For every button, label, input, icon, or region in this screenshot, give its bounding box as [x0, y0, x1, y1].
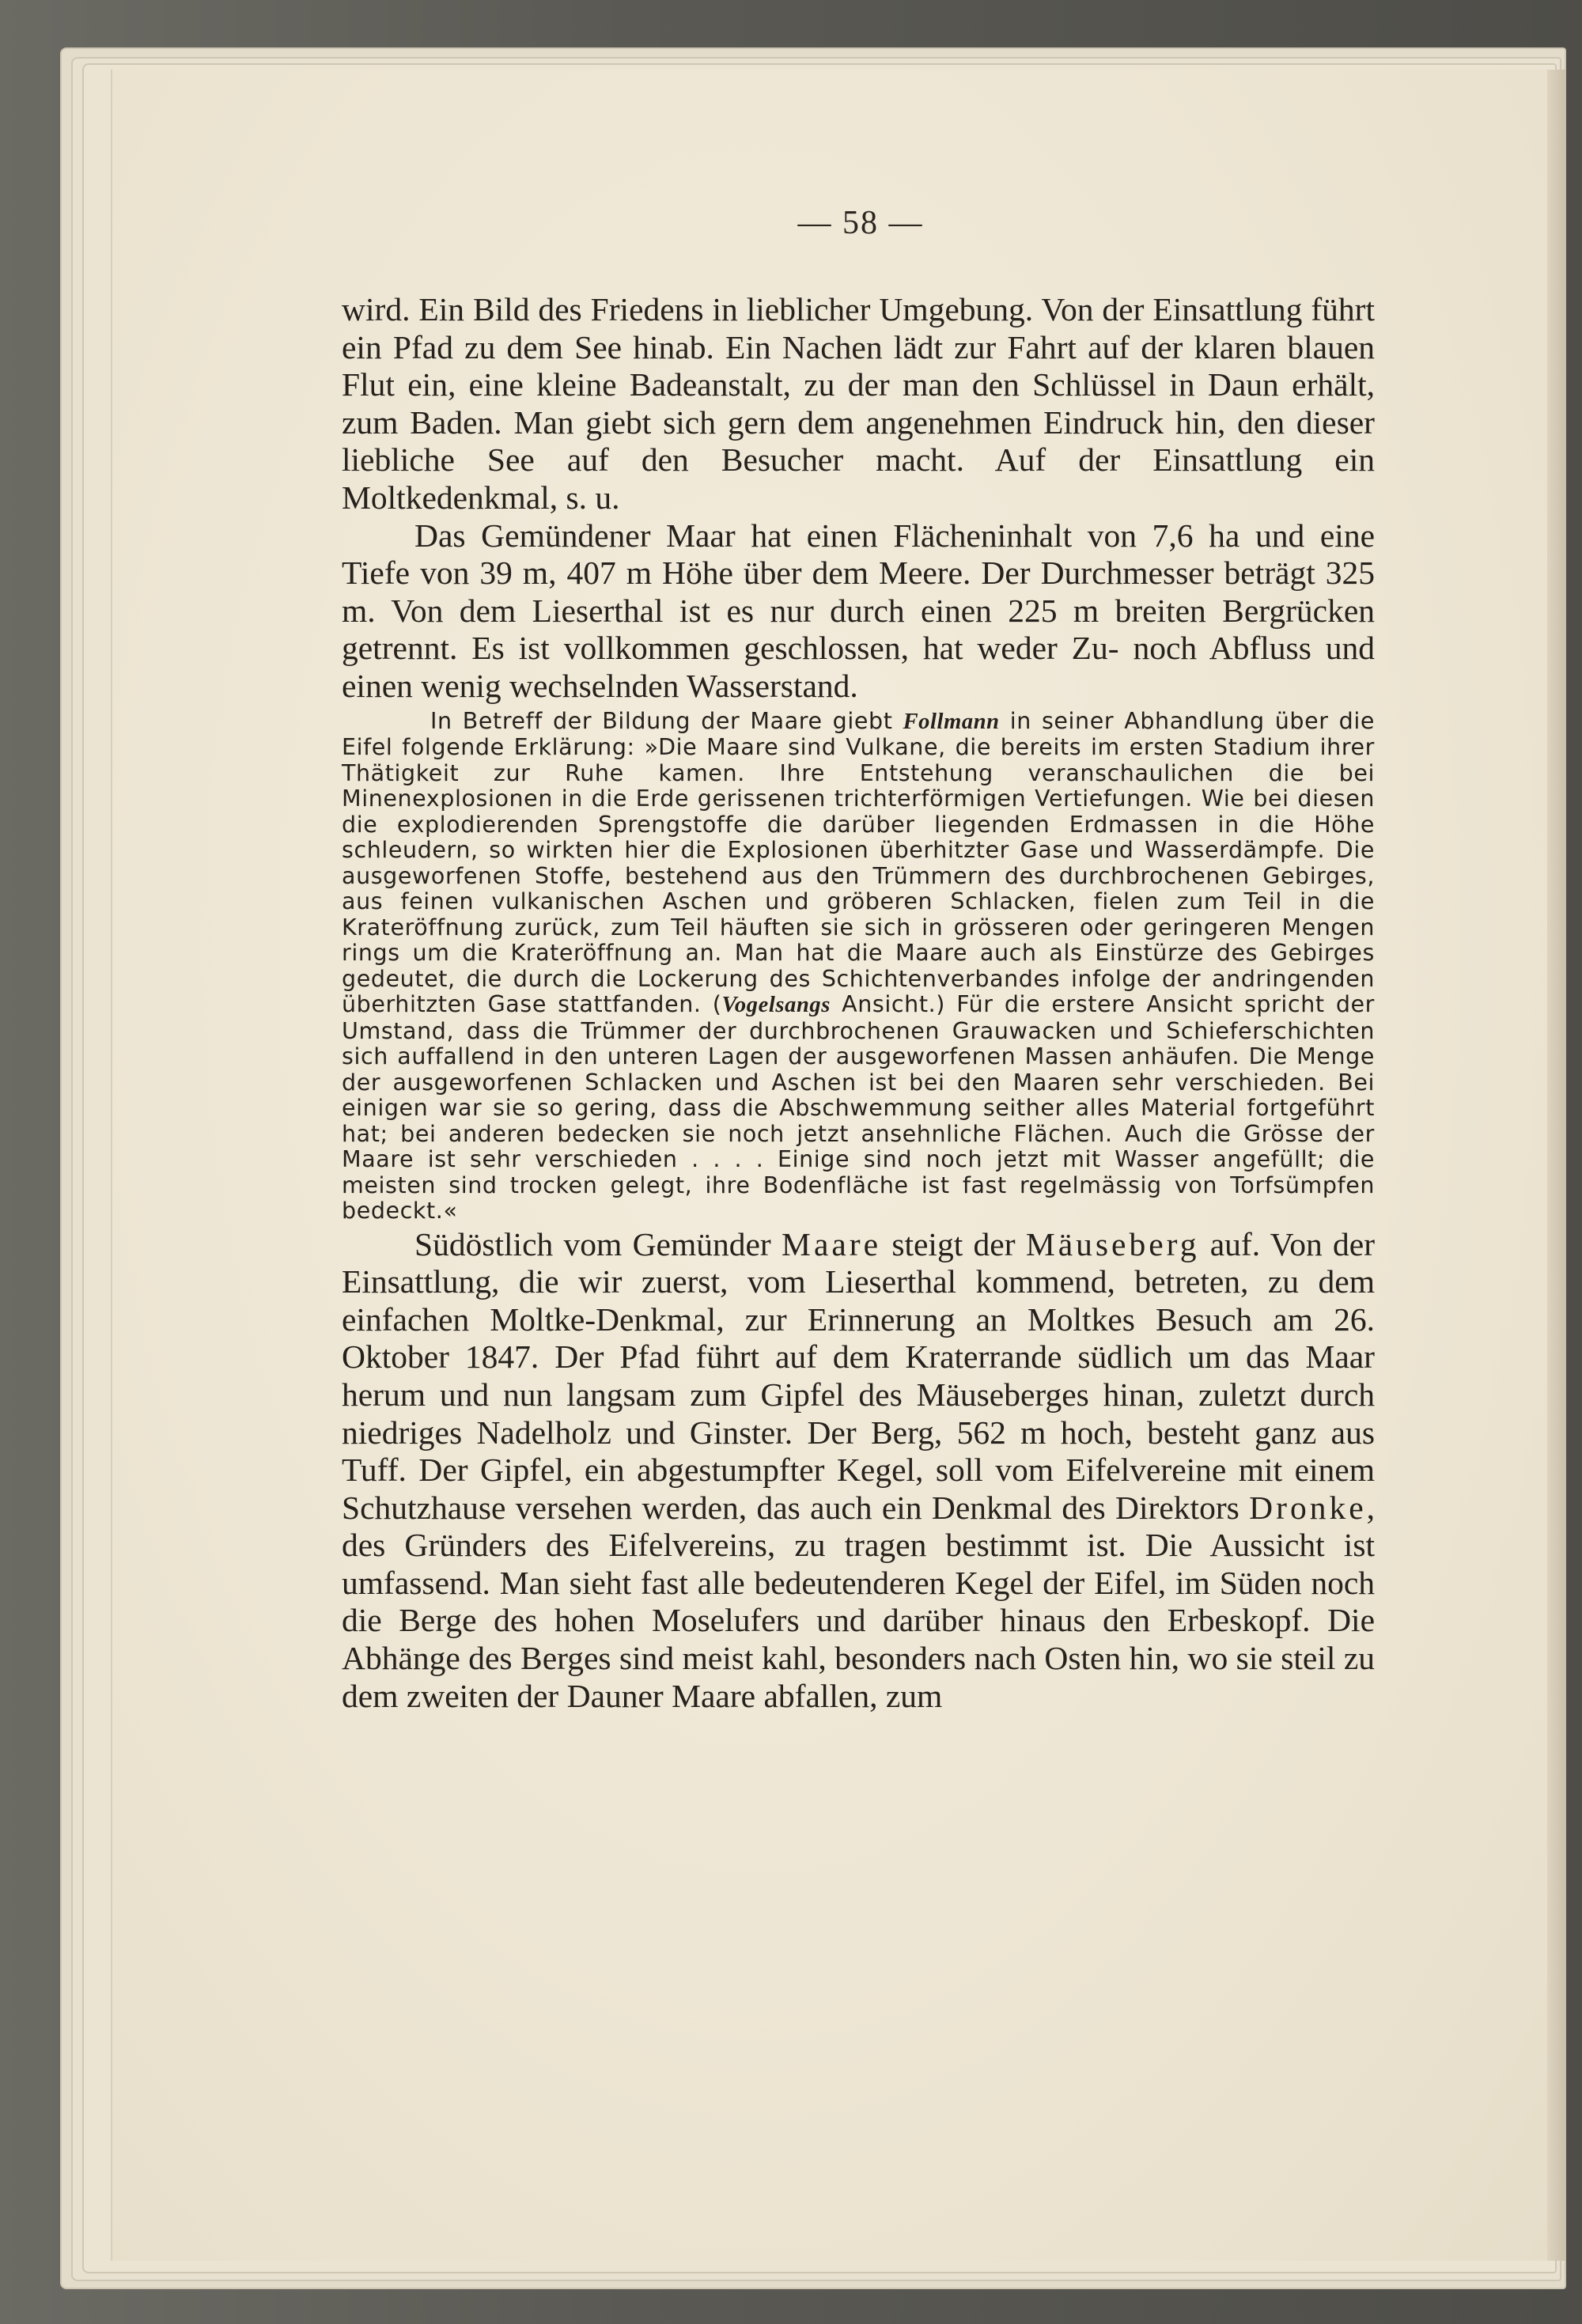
footnote-author-follmann: Follmann [903, 709, 1000, 734]
footnote-body: in seiner Abhandlung über die Eifel folgende Erklärung: »Die Maare sind Vulkane, die bereits im ersten Stadium ihrer Thätigkeit zur Ruhe kamen. Ihre Entstehung veranschaulichen die bei Minenexplosionen in die Erde gerissenen trichterförmigen Vertiefungen. Wie bei diesen die explodierenden Sprengstoffe die darüber liegenden Erdmassen in die Höhe schleudern, so wirkten hier die Explosionen überhitzter Gase und Wasserdämpfe. Die ausgeworfenen Stoffe, bestehend aus den Trümmern des durchbrochenen Gebirges, aus feinen vulkanischen Aschen und gröberen Schlacken, fielen zum Teil in die Krateröffnung zurück, zum Teil häuften sie sich in grösseren oder geringeren Mengen rings um die Krateröffnung an. Man hat die Maare auch als Einstürze des Gebirges gedeutet, die durch die Lockerung des Schichtenverbandes infolge der andringenden überhitzten Gase stattfanden. ( [342, 707, 1375, 1018]
paragraph-2: Das Gemündener Maar hat einen Flächeninhalt von 7,6 ha und eine Tiefe von 39 m, 407 m Höhe über dem Meere. Der Durchmesser beträgt 325 m. Von dem Lieserthal ist es nur durch einen 225 m breiten Bergrücken getrennt. Es ist vollkommen geschlossen, hat weder Zu- noch Abfluss und einen wenig wechselnden Wasserstand. [342, 517, 1375, 704]
paragraph-3-part-3: auf. Von der Einsattlung, die wir zuerst, vom Lieserthal kommend, betreten, zu dem einfachen Moltke-Denkmal, zur Erinnerung an Moltkes Besuch am 26. Oktober 1847. Der Pfad führt auf dem Kraterrande südlich um das Maar herum und nun langsam zum Gipfel des Mäuseberges hinan, zuletzt durch niedriges Nadelholz und Ginster. Der Berg, 562 m hoch, besteht ganz aus Tuff. Der Gipfel, ein abgestumpfter Kegel, soll vom Eifelvereine mit einem Schutzhause versehen werden, das auch ein Denkmal des Direktors [342, 1225, 1376, 1526]
footnote [342, 709, 1375, 1224]
spaced-word-maeuseberg: Mäuseberg [1025, 1225, 1200, 1262]
footnote-author-vogelsang: Vogelsangs [721, 993, 831, 1018]
page-body [342, 291, 1375, 1715]
paragraph-1: wird. Ein Bild des Friedens in lieblicher Umgebung. Von der Einsattlung führt ein Pfad zu dem See hinab. Ein Nachen lädt zur Fahrt auf der klaren blauen Flut ein, eine kleine Badeanstalt, zu der man den Schlüssel in Daun erhält, zum Baden. Man giebt sich gern dem angenehmen Eindruck hin, den dieser liebliche See auf den Besucher macht. Auf der Einsattlung ein Moltkedenkmal, s. u. [342, 291, 1375, 516]
paragraph-3 [342, 1226, 1375, 1716]
page-number: — 58 — [797, 205, 924, 241]
paragraph-3-part-2: steigt der [891, 1225, 1016, 1262]
paragraph-3-part-4: , des Gründers des Eifelvereins, zu tragen bestimmt ist. Die Aussicht ist umfassend. Man sieht fast alle bedeutenderen Kegel der Eifel, im Süden noch die Berge des hohen Moselufers und darüber hinaus den Erbeskopf. Die Abhänge des Berges sind meist kahl, besonders nach Osten hin, wo sie steil zu dem zweiten der Dauner Maare abfallen, zum [342, 1489, 1375, 1714]
paragraph-3-part-1: Südöstlich vom Gemünder [414, 1225, 771, 1262]
footnote-intro: In Betreff der Bildung der Maare giebt [430, 707, 893, 734]
spaced-word-dronke: Dronke [1249, 1489, 1367, 1526]
footnote-end: Ansicht.) Für die erstere Ansicht spricht der Umstand, dass die Trümmer der durchbrochenen Grauwacken und Schieferschichten sich auffallend in den unteren Lagen der ausgeworfenen Massen anhäufen. Die Menge der ausgeworfenen Schlacken und Aschen ist bei den Maaren sehr verschieden. Bei einigen war sie so gering, dass die Abschwemmung seither alles Material fortgeführt hat; bei anderen bedecken sie noch jetzt ansehnliche Flächen. Auch die Grösse der Maare ist sehr verschieden . . . . Einige sind noch jetzt mit Wasser angefüllt; die meisten sind trocken gelegt, ihre Bodenfläche ist fast regelmässig von Torfsümpfen bedeckt.« [342, 991, 1375, 1224]
spaced-word-maare: Maare [782, 1225, 882, 1262]
page-edge [1547, 70, 1566, 2261]
